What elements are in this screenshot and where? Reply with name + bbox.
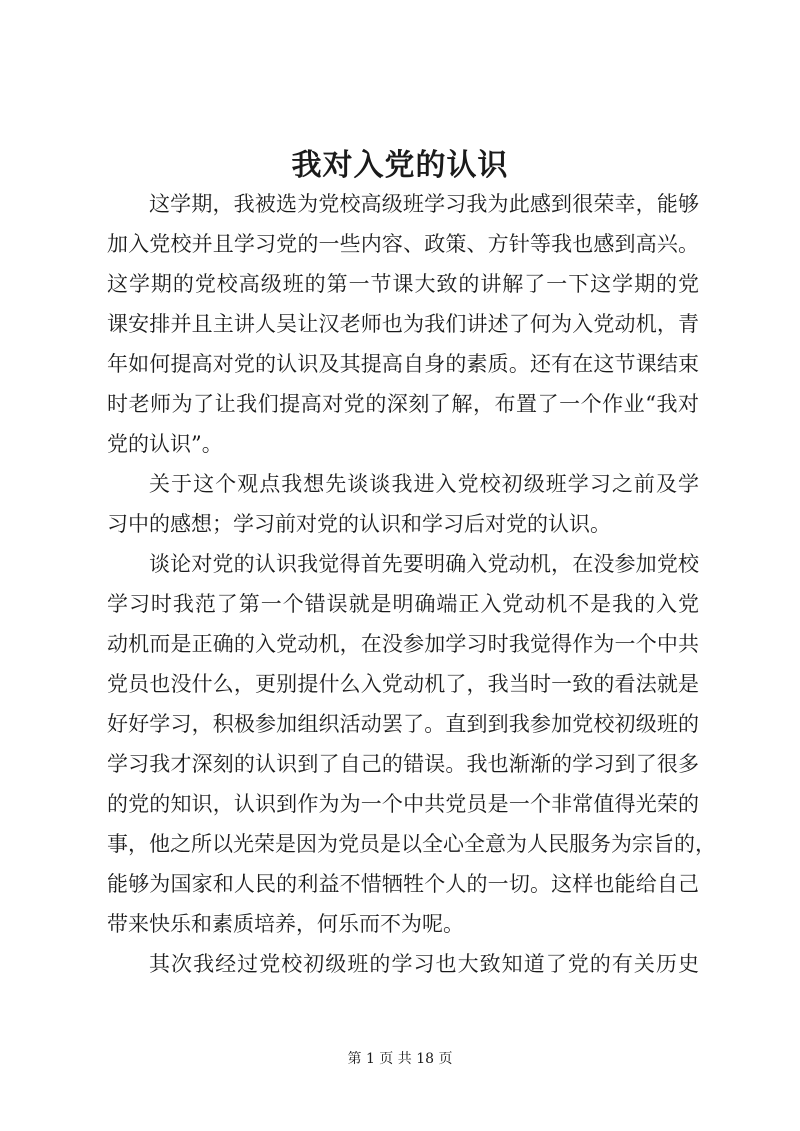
text-line: 加入党校并且学习党的一些内容、政策、方针等我也感到高兴。 — [107, 232, 699, 256]
text-line: 这学期的党校高级班的第一节课大致的讲解了一下这学期的党 — [107, 272, 699, 296]
text-line: 时老师为了让我们提高对党的深刻了解，布置了一个作业“我对 — [107, 392, 699, 416]
text-line: 年如何提高对党的认识及其提高自身的素质。还有在这节课结束 — [107, 352, 699, 376]
text-line: 谈论对党的认识我觉得首先要明确入党动机，在没参加党校 — [149, 552, 699, 576]
body-text — [107, 184, 716, 984]
text-line: 学习我才深刻的认识到了自己的错误。我也渐渐的学习到了很多 — [107, 752, 699, 776]
text-line: 党员也没什么，更别提什么入党动机了，我当时一致的看法就是 — [107, 672, 699, 696]
text-line: 好好学习，积极参加组织活动罢了。直到到我参加党校初级班的 — [107, 712, 699, 736]
text-line: 能够为国家和人民的利益不惜牺牲个人的一切。这样也能给自己 — [107, 872, 699, 896]
text-line: 其次我经过党校初级班的学习也大致知道了党的有关历史 — [149, 952, 699, 976]
text-line: 关于这个观点我想先谈谈我进入党校初级班学习之前及学 — [149, 472, 699, 496]
text-line: 的党的知识，认识到作为为一个中共党员是一个非常值得光荣的 — [107, 792, 699, 816]
text-line: 党的认识”。 — [107, 432, 223, 456]
text-line: 习中的感想；学习前对党的认识和学习后对党的认识。 — [107, 512, 611, 536]
text-line: 课安排并且主讲人吴让汉老师也为我们讲述了何为入党动机，青 — [107, 312, 699, 336]
text-line: 这学期，我被选为党校高级班学习我为此感到很荣幸，能够 — [149, 192, 699, 216]
text-line: 事，他之所以光荣是因为党员是以全心全意为人民服务为宗旨的， — [107, 832, 716, 856]
text-line: 学习时我范了第一个错误就是明确端正入党动机不是我的入党 — [107, 592, 699, 616]
page-title: 我对入党的认识 — [291, 148, 509, 183]
text-line: 动机而是正确的入党动机，在没参加学习时我觉得作为一个中共 — [107, 632, 699, 656]
page-footer: 第 1 页 共 18 页 — [347, 1051, 453, 1067]
text-line: 带来快乐和素质培养，何乐而不为呢。 — [107, 912, 464, 936]
